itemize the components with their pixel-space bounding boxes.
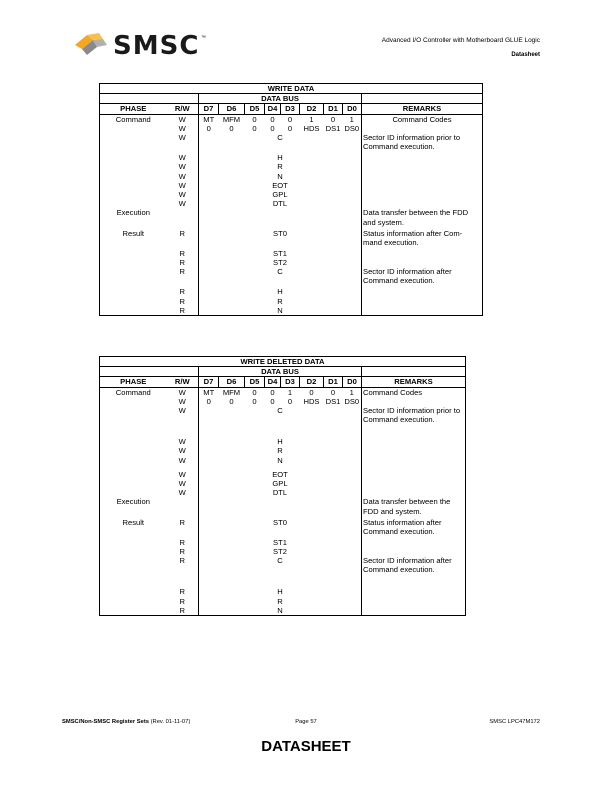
table-row: W GPL (100, 190, 483, 199)
table-row: R C Sector ID information after Command execution. (100, 267, 483, 276)
col-header-d2: D2 (300, 377, 324, 387)
remarks-cell: Command Codes (362, 114, 483, 124)
table-title: WRITE DELETED DATA (100, 357, 466, 367)
smsc-logo (73, 31, 213, 61)
databus-header: DATA BUS (199, 94, 362, 104)
col-header-d0: D0 (343, 377, 362, 387)
col-header-remarks: REMARKS (362, 104, 483, 114)
table-row: W N (100, 172, 483, 181)
table-row: W H (100, 153, 483, 162)
col-header-rw: R/W (167, 377, 199, 387)
smsc-logo-mark-icon (73, 31, 111, 59)
col-header-d2: D2 (300, 104, 324, 114)
table-row: W H (100, 437, 466, 446)
col-header-d6: D6 (219, 104, 245, 114)
col-header-d1: D1 (324, 104, 343, 114)
col-header-d3: D3 (281, 104, 300, 114)
table-title: WRITE DATA (100, 84, 483, 94)
table-row: W 0 0 0 0 0 HDS DS1 DS0 (100, 397, 466, 406)
remarks-cell: Sector ID information after Command execution. (362, 556, 466, 587)
table-row: R C Sector ID information after Command execution. (100, 556, 466, 565)
logo-trademark: ™ (201, 35, 206, 41)
table-row: W EOT (100, 470, 466, 479)
table-row: R ST1 (100, 249, 483, 258)
footer-revision: (Rev. 01-11-07) (148, 719, 191, 725)
write-deleted-data-table (99, 356, 466, 616)
col-header-d5: D5 (245, 377, 265, 387)
remarks-cell: Data transfer between the FDD and system. (362, 497, 466, 517)
table-row: R R (100, 597, 466, 606)
col-header-d5: D5 (245, 104, 265, 114)
phase-cell: Result (100, 518, 167, 527)
col-header-rw: R/W (167, 104, 199, 114)
table-row: W C Sector ID information prior to Command execution. (100, 406, 466, 415)
col-header-d0: D0 (343, 104, 362, 114)
footer-datasheet-label: DATASHEET (261, 738, 351, 755)
table-row: R ST1 (100, 538, 466, 547)
table-row (100, 208, 483, 217)
footer-doc-title: SMSC/Non-SMSC Register Sets (62, 719, 149, 725)
phase-cell: Command (100, 387, 167, 397)
remarks-cell: Sector ID information prior to Command execution. (362, 406, 466, 437)
table-row: W EOT (100, 181, 483, 190)
col-header-d3: D3 (281, 377, 300, 387)
table-row: Result R ST0 Status information after Command execution. (100, 518, 466, 527)
table-row: W R (100, 162, 483, 171)
col-header-phase: PHASE (100, 104, 167, 114)
footer-page-number: Page 57 (295, 719, 317, 725)
table-row (100, 497, 466, 506)
phase-cell: Execution (100, 208, 167, 217)
col-header-d1: D1 (324, 377, 343, 387)
col-header-d7: D7 (199, 377, 219, 387)
phase-cell: Command (100, 114, 167, 124)
remarks-cell: Command Codes (362, 387, 466, 397)
header-subtitle: Datasheet (511, 52, 540, 58)
table-row: W DTL (100, 199, 483, 208)
table-row: W C Sector ID information prior to Command execution. (100, 133, 483, 142)
phase-cell: Execution (100, 497, 167, 506)
table-row: W R (100, 446, 466, 455)
col-header-d4: D4 (265, 377, 281, 387)
table-row: W 0 0 0 0 0 HDS DS1 DS0 (100, 124, 483, 133)
col-header-d7: D7 (199, 104, 219, 114)
remarks-cell: Data transfer between the FDD and system. (362, 208, 483, 228)
table-row: W DTL (100, 488, 466, 497)
col-header-d4: D4 (265, 104, 281, 114)
databus-header: DATA BUS (199, 367, 362, 377)
header-title: Advanced I/O Controller with Motherboard GLUE Logic (381, 37, 540, 44)
table-row: R R (100, 297, 483, 306)
footer-right: SMSC LPC47M172 (489, 719, 540, 725)
remarks-cell: Status information after Com-mand execution. (362, 229, 483, 249)
col-header-d6: D6 (219, 377, 245, 387)
remarks-cell: Sector ID information after Command execution. (362, 267, 483, 287)
table-row: Result R ST0 Status information after Com-mand execution. (100, 229, 483, 238)
phase-cell: Result (100, 229, 167, 238)
table-row: R H (100, 587, 466, 596)
table-row: R N (100, 306, 483, 316)
col-header-remarks: REMARKS (362, 377, 466, 387)
table-row: Command W MT MFM 0 0 1 0 0 1 Command Codes (100, 387, 466, 397)
col-header-phase: PHASE (100, 377, 167, 387)
logo-wordmark: SMSC (113, 31, 200, 61)
table-row: W GPL (100, 479, 466, 488)
remarks-cell: Status information after Command execution. (362, 518, 466, 538)
table-row: R ST2 (100, 547, 466, 556)
table-row: Command W MT MFM 0 0 0 1 0 1 Command Codes (100, 114, 483, 124)
table-row: R N (100, 606, 466, 616)
table-row: W N (100, 456, 466, 465)
remarks-cell: Sector ID information prior to Command execution. (362, 133, 483, 153)
table-row: R H (100, 287, 483, 296)
write-data-table (99, 83, 483, 316)
table-row: R ST2 (100, 258, 483, 267)
